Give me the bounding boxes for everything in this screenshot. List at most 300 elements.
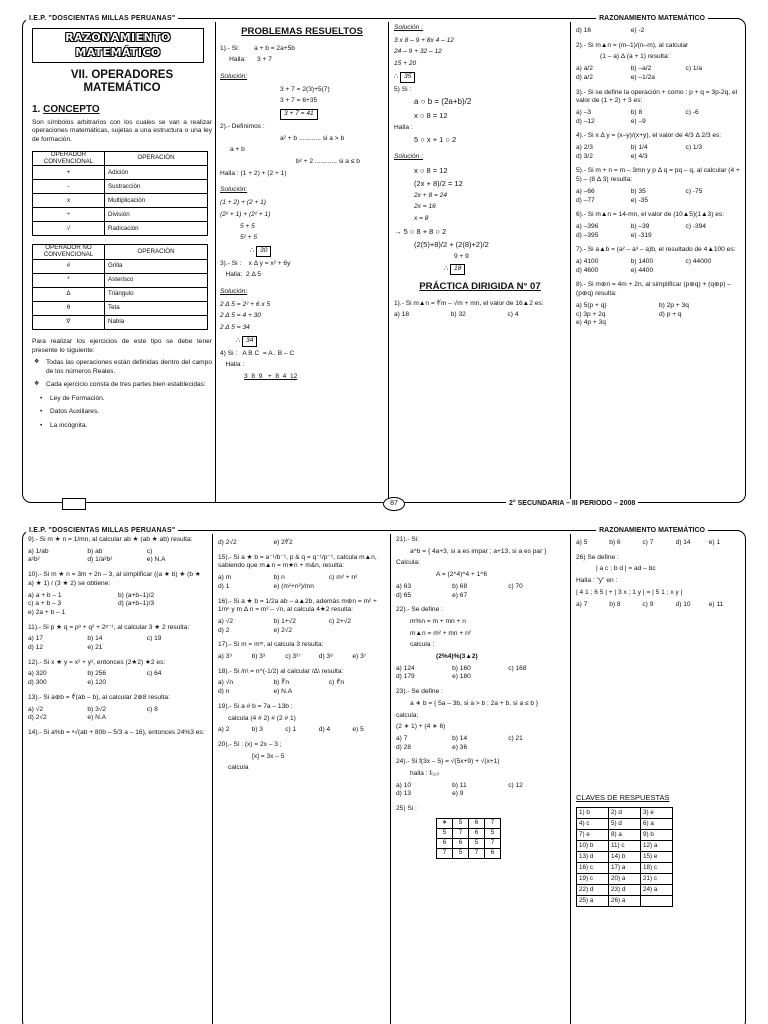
option: c) 7 [642, 539, 654, 546]
option: a) √2 [218, 617, 233, 625]
column-divider [570, 22, 571, 502]
operator-symbol: * [33, 274, 105, 288]
table-cell: 5 [469, 838, 485, 848]
option: c) 19 [146, 635, 162, 643]
answer-key-cell: 17) a [609, 863, 641, 874]
answer-key-cell: 9) b [641, 830, 673, 841]
answer-key-cell: 23) d [609, 885, 641, 896]
table-header: OPERACIÓN [105, 151, 208, 166]
option: d) 1/a²b² [87, 556, 113, 564]
exercise-statement: 20).- Si : (x) = 2x – 3 ; [218, 740, 282, 748]
answer-key-cell: 1) b [577, 808, 609, 819]
answer-key-title: CLAVES DE RESPUESTAS [576, 793, 670, 803]
subject-header: RAZONAMIENTO MATEMÁTICO [596, 526, 708, 535]
answer-options [576, 144, 742, 161]
answer-key-cell: 4) c [577, 819, 609, 830]
operator-symbol: Δ [33, 288, 105, 302]
answer-options [28, 670, 208, 687]
option: b) 1/4 [630, 144, 648, 152]
option: c) 8 [146, 705, 158, 713]
option: a) 2 [218, 726, 230, 734]
answer-options [218, 679, 386, 696]
exercise-statement: (1 – a) Δ (a + 1) resulta: [600, 53, 670, 61]
solution-step: x ○ 8 = 12 [414, 165, 448, 175]
section-title: PROBLEMAS RESUELTOS [241, 26, 363, 37]
table-cell: 6 [469, 828, 485, 838]
option: c) m² + n² [328, 574, 358, 582]
option: e) N.A [273, 688, 293, 696]
answer-key-cell: 5) d [609, 819, 641, 830]
solution-label: Solución : [394, 24, 423, 31]
operator-symbol: ∇ [33, 316, 105, 330]
option: a) a/2 [576, 65, 593, 73]
table-cell: 7 [485, 838, 501, 848]
option: d) 2 [218, 626, 230, 634]
answer-key-cell: 13) d [577, 852, 609, 863]
option: b) n [273, 574, 285, 582]
exercise-statement: 12).- Si x ★ y = x² + y², entonces (2★2) ★2 es: [28, 658, 166, 666]
solution-step: 2 Δ 5 = 4 + 30 [220, 312, 261, 320]
subject-logo: RAZONAMIENTO MATEMÁTICO [32, 28, 204, 63]
column-3 [396, 536, 566, 1022]
option: d) p + q [659, 310, 682, 318]
option: a) 10 [396, 781, 412, 789]
answer-options [218, 574, 386, 591]
exercise-statement: A = (2^4)^4 + 1^6 [436, 571, 488, 579]
option: e) 120 [87, 679, 107, 687]
solution-step: 5 + 5 [240, 222, 255, 230]
table-row [33, 166, 208, 180]
exercise-statement: | a c ; b d | = ad – bc [596, 565, 656, 573]
table-cell: 5 [453, 818, 469, 828]
option: b) ∛n [273, 679, 290, 687]
exercise-statement: calcula : [410, 641, 435, 649]
option: d) 3/2 [576, 152, 593, 160]
option: b) 160 [452, 664, 471, 672]
option: d) 4600 [576, 266, 599, 274]
option: b) 14 [87, 635, 103, 643]
problem-statement: a + b [230, 146, 245, 154]
table-header: OPERACIÓN [105, 245, 208, 260]
solution-step: → 5 ○ 8 + 8 ○ 2 [394, 226, 447, 236]
problem-statement: a ○ b = (2a+b)/2 [414, 97, 472, 107]
option: e) 5 [352, 726, 364, 734]
option: c) 3²⁷ [285, 653, 301, 661]
option: a) 5(p + q) [576, 301, 607, 309]
option: e) 2√2 [273, 626, 293, 634]
answer-options [28, 592, 208, 618]
exercise-statement: 2).- Si m▲n = (m–1)/(n–m), al calcular [576, 41, 689, 49]
table-cell: 6 [453, 838, 469, 848]
exercise-statement: calcula (4 # 2) # (2 # 1) [228, 714, 296, 722]
option: e) 4400 [630, 266, 654, 274]
exercise-statement: Halla : "y" en : [576, 577, 618, 585]
operator-symbol: x [33, 194, 105, 208]
option: d) 16 [576, 27, 592, 34]
option: b) 14 [452, 734, 468, 742]
section-number: 1. [32, 104, 41, 116]
operation-table [436, 818, 501, 859]
list-item: • Ley de Formación. [32, 395, 212, 404]
option: a) 63 [396, 582, 412, 590]
answer-options [576, 539, 742, 548]
subject-header: RAZONAMIENTO MATEMÁTICO [596, 14, 708, 23]
option: d) 12 [28, 644, 44, 652]
option: a) –66 [576, 187, 595, 195]
option: d) 179 [396, 673, 415, 681]
option: d) 3⁸ [318, 653, 333, 661]
option: a) 124 [396, 664, 415, 672]
column-divider [388, 22, 389, 502]
option: a) m [218, 574, 232, 582]
option: b) 256 [87, 670, 107, 678]
solution-step: 2x = 16 [414, 203, 436, 211]
answer-options [576, 223, 742, 240]
answer-options [576, 601, 742, 610]
table-cell: 7 [469, 848, 485, 858]
exercise-statement: 26) Se define : [576, 553, 619, 561]
option: e) 4/3 [630, 152, 648, 160]
answer-box: 30 [256, 246, 271, 257]
option: b) 6 [609, 539, 621, 546]
school-header: I.E.P. "DOSCIENTAS MILLAS PERUANAS" [26, 526, 178, 535]
column-4 [576, 24, 742, 494]
option: c) 2+√2 [328, 617, 352, 625]
option: e) 3⁷ [352, 653, 367, 661]
exercise-statement: 21).- Si: [396, 536, 420, 543]
problem-statement: x ○ 8 = 12 [414, 110, 448, 120]
option: c) 1/3 [685, 144, 703, 152]
operation-name: Asterisco [105, 274, 208, 288]
exercise-statement: 14).- Si a%b = ᵃ√(ab + 80b – 5/3 a – 16), entonces 24%3 es: [28, 728, 205, 736]
solution-step: (2x + 8)/2 = 12 [414, 178, 463, 188]
operator-symbol: θ [33, 302, 105, 316]
answer-options [396, 735, 566, 752]
solution-label: Solución: [220, 73, 248, 81]
answer-box: 35 [400, 72, 415, 83]
option: e) –9 [630, 117, 646, 125]
answer-key-cell: 2) d [609, 808, 641, 819]
option: c) -394 [685, 222, 707, 230]
operation-name: Sustracción [105, 180, 208, 194]
exercise-statement: 18).- Si /n\ = n^(-1/2) al calcular /Δ\ resulta: [218, 667, 344, 675]
solution-label: Solución : [394, 153, 423, 161]
option: a²b² [28, 556, 40, 564]
column-divider [212, 534, 213, 1024]
option: e) 21 [87, 644, 103, 652]
option: d) –395 [576, 231, 599, 239]
table-cell: ∗ [437, 818, 453, 828]
problem-statement: 4) Si : A B C = A . B – C [220, 349, 295, 357]
option: a) 320 [28, 670, 47, 678]
solution-step: 3 + 7 = 2(3)+5(7) [280, 85, 330, 93]
option: b) 3³ [251, 653, 266, 661]
list-item: • Datos Auxiliares. [32, 408, 212, 417]
problem-statement: 5) Si : [394, 85, 412, 93]
table-row [33, 288, 208, 302]
option: e) –1/2a [630, 73, 655, 81]
problem-statement: 5 ○ x + 1 ○ 2 [414, 135, 457, 145]
exercise-statement: [x] = 3x – 5 [252, 752, 285, 760]
option: c) 4 [507, 311, 519, 319]
note-text: Para realizar los ejercicios de este tipo se debe tener presente lo siguiente: [32, 338, 212, 354]
table-row [33, 222, 208, 236]
column-2: PROBLEMAS RESUELTOS 1).- Si: a + b = 2a+5b Halla: 3 + 7 Solución: 3 + 7 = 2(3)+5(7) 3 + 7 = 6+35 3 + 7 = 41 2).- Definimos : a² + b ............ si a > b a + b b² + 2 ............ si a ≤ b Halla : (1 + 2) + (2 + 1) Solución: (1 + 2) + (2 + 1) (2² + 1) + (2² + 1) 5 + 5 5² + 5 ∴ 30 3).- Si : x Δ y = x² + 6y Halla: 2 Δ 5 Solución: 2 Δ 5 = 2² + 6 x 5 2 Δ 5 = 4 + 30 2 Δ 5 = 34 ∴ 34 4) Si : A B C = A . B – C Halla : 3 8 9 + 8 4 12 [220, 24, 384, 494]
solution-step: 3 + 7 = 6+35 [280, 97, 318, 105]
option: c) 168 [508, 664, 527, 672]
table-row [33, 194, 208, 208]
option: d) 28 [396, 743, 412, 751]
answer-key-cell: 3) e [641, 808, 673, 819]
answer-key-cell: 8) a [609, 830, 641, 841]
option: d) (a+b–1)/3 [118, 600, 155, 608]
column-4 [576, 536, 742, 1022]
option: c) 1 [285, 726, 297, 734]
operation-name: Multiplicación [105, 194, 208, 208]
section-heading [32, 103, 212, 116]
answer-key-cell: 18) c [641, 863, 673, 874]
exercise-statement: 1).- Si m▲n = ∜m – √m + mn, el valor de 16▲2 es: [394, 299, 544, 307]
operator-symbol: + [33, 166, 105, 180]
table-cell: 5 [485, 828, 501, 838]
exercise-statement: halla : f₍₁₀₎ [410, 770, 440, 778]
exercise-statement: 24).- Si f(3x – 5) = √(5x+9) + √(x+1) [396, 758, 500, 766]
option: a) 17 [28, 635, 44, 643]
chapter-title: VII. OPERADORES MATEMÁTICO [70, 69, 174, 95]
option: c) 9 [642, 600, 654, 608]
option: e) 2a + b – 1 [28, 608, 66, 616]
exercise-statement: a ∗ b = { 5a – 3b, si a > b ; 2a + b, si a ≤ b } [410, 699, 539, 707]
option: a) 4100 [576, 258, 599, 266]
answer-options [218, 539, 386, 548]
column-divider [215, 22, 216, 502]
solution-step: (2² + 1) + (2² + 1) [220, 210, 271, 218]
option: e) N.A [146, 556, 166, 564]
operation-name: Teta [105, 302, 208, 316]
exercise-statement: 23).- Se define : [396, 688, 443, 696]
option: b) 2p + 3q [659, 301, 689, 309]
solution-step: (1 + 2) + (2 + 1) [220, 199, 266, 207]
answer-box: 3 + 7 = 41 [280, 109, 318, 120]
option: a) √n [218, 679, 233, 687]
option: e) -319 [630, 231, 652, 239]
answer-key-cell: 12) a [641, 841, 673, 852]
operation-name: División [105, 208, 208, 222]
solution-step: x = 8 [414, 215, 429, 223]
option: b) 8 [630, 108, 643, 116]
problem-statement: b² + 2 ............ si a ≤ b [296, 157, 360, 165]
option: d) 65 [396, 591, 412, 599]
problem-statement: a² + b ............ si a > b [280, 134, 345, 142]
option: d) n [218, 688, 230, 696]
option: b) 11 [452, 781, 467, 789]
answer-key-cell: 26) a [609, 896, 641, 907]
option: d) –12 [576, 117, 595, 125]
option: a) –396 [576, 222, 599, 230]
exercise-statement: (2%4)%(3▲2) [436, 653, 478, 661]
table-header: OPERADOR NO CONVENCIONAL [33, 245, 105, 260]
table-cell: 7 [485, 818, 501, 828]
table-cell: 7 [453, 828, 469, 838]
option: d) 10 [675, 600, 691, 608]
option: c) 12 [508, 781, 523, 789]
exercise-statement: Calcula: [396, 559, 420, 567]
option: c) 1/a [685, 65, 703, 73]
table-row [33, 316, 208, 330]
exercise-statement: a^b = { 4a+3, si a es impar ; a+13, si a es par } [410, 547, 547, 555]
practice-title: PRÁCTICA DIRIGIDA N° 07 [419, 281, 541, 293]
column-2 [218, 536, 386, 1022]
option: e) 9 [452, 790, 464, 798]
exercise-statement: 16).- Si a ★ b = 1/2a ab – a▲2b, además m⊕n = m² + 1/nⁿ y m Δ n = m² – √n, al calcula 4★2 resulta: [218, 597, 377, 614]
page-88 [0, 512, 768, 1024]
exercise-statement: m▲n = m² + mn + n² [410, 629, 471, 637]
table-cell: 5 [437, 828, 453, 838]
option: b) –a/2 [630, 65, 652, 73]
solution-step: 15 + 20 [394, 60, 417, 68]
option: d) 300 [28, 679, 47, 687]
answer-key-cell: 20) a [609, 874, 641, 885]
option: b) 35 [630, 187, 646, 195]
option: e) 2∜2 [273, 539, 293, 546]
option: b) –39 [630, 222, 650, 230]
option: c) a + b – 3 [28, 600, 62, 608]
operation-name: Adición [105, 166, 208, 180]
school-header: I.E.P. "DOSCIENTAS MILLAS PERUANAS" [26, 14, 178, 23]
exercise-statement: 22).- Se define : [396, 606, 443, 614]
answer-options [396, 782, 566, 799]
option: a) 3⁹ [218, 653, 233, 661]
solution-label: Solución: [220, 186, 248, 194]
column-divider [570, 534, 571, 1024]
answer-options [218, 726, 386, 735]
answer-box: 18 [450, 264, 465, 275]
answer-key-cell: 11) c [609, 841, 641, 852]
table-cell: 6 [485, 848, 501, 858]
answer-key-cell: 19) c [577, 874, 609, 885]
section-title: CONCEPTO [43, 104, 100, 116]
option: a) –3 [576, 108, 592, 116]
option: d) 14 [675, 539, 691, 546]
exercise-statement: 9).- Si m ★ n = 1/mn, al calcular ab ★ (ab ★ ab) resulta: [28, 536, 193, 543]
exercise-statement: 10).- Si m ★ n = 3m + 2n – 3, al simplificar ((a ★ b) ★ (b ★ a) ★ 1) / (3 ★ 2) se obtiene: [28, 571, 201, 587]
bullet-item: ❖ Todas las operaciones están definidas dentro del campo de los números Reales. [32, 359, 212, 376]
option: d) –77 [576, 196, 595, 204]
option: e) -2 [630, 27, 645, 34]
answer-options [394, 311, 566, 320]
answer-key-cell: 25) a [577, 896, 609, 907]
exercise-statement: 11).- Si p ★ q = p³ + q² + 2ᵖ⁻¹, al calcular 3 ★ 2 resulta: [28, 623, 190, 631]
solution-step: 3 x 8 – 9 + 8x 4 – 12 [394, 36, 454, 44]
option: a) 18 [394, 311, 410, 319]
option: a) 1/ab [28, 547, 49, 555]
solution-step: 2x + 8 = 24 [414, 191, 447, 199]
answer-key-table [576, 807, 673, 907]
exercise-statement: calcula [228, 764, 249, 772]
option: a) 2/3 [576, 144, 593, 152]
option: e) 67 [452, 591, 468, 599]
solution-step: 9 + 9 [454, 252, 469, 260]
problem-statement: Halla: 3 + 7 [220, 56, 272, 64]
operator-symbol: # [33, 260, 105, 274]
option: b) 32 [450, 311, 466, 319]
option: c) [146, 547, 153, 555]
solution-step: 24 – 9 + 32 – 12 [394, 48, 442, 56]
option: d) 4 [318, 726, 331, 734]
option: e) 11 [708, 600, 724, 608]
exercise-statement: (2 ∗ 1) + (4 ∗ 6) [396, 723, 446, 731]
option: e) (m²+n²)/mn [273, 582, 314, 590]
table-row [33, 302, 208, 316]
exercise-statement: 5).- Si m + n = m – 3mn y p Δ q = pq – q, al calcular (4 + 5) – (8 Δ 3) resulta: [576, 167, 740, 184]
operation-name: Triángulo [105, 288, 208, 302]
answer-options [576, 109, 742, 126]
answer-options [28, 548, 208, 565]
problem-statement: 1).- Si: a + b = 2a+5b [220, 44, 295, 52]
option: e) -35 [630, 196, 648, 204]
exercise-statement: 8).- Si m⊕n = 4m + 2n, al simplificar (p⊕q) + (q⊕p) – (p⊕q) resulta: [576, 281, 731, 298]
problem-statement: Halla : [394, 123, 413, 131]
option: a) √2 [28, 705, 43, 713]
page-number: 87 [383, 497, 405, 511]
operation-name: Nabla [105, 316, 208, 330]
table-row [33, 274, 208, 288]
solution-step: (2(5)+8)/2 + (2(8)+2)/2 [414, 239, 489, 249]
answer-key-cell: 7) e [577, 830, 609, 841]
option: c) -75 [685, 187, 703, 195]
problem-statement: Halla: 2 Δ 5 [220, 271, 262, 279]
option: a) a + b – 1 [28, 591, 62, 599]
option: d) 13 [396, 790, 412, 798]
list-item: • La incógnita. [32, 422, 212, 431]
answer-key-cell [641, 896, 673, 907]
table-cell: 5 [453, 848, 469, 858]
option: c) 64 [146, 670, 162, 678]
conventional-operators-table [32, 151, 208, 237]
option: c) ∜n [328, 679, 345, 687]
option: a) 5 [576, 539, 588, 546]
option: d) 1 [218, 582, 230, 590]
option: a) 7 [576, 600, 588, 608]
option: b) (a+b–1)/2 [118, 591, 155, 599]
exercise-statement: 4).- Si x Δ y = (x–y)/(x+y), el valor de 4/3 Δ 2/3 es: [576, 132, 722, 140]
option: c) 3p + 2q [576, 310, 606, 318]
option: c) 44000 [685, 258, 712, 266]
problem-statement: Halla : (1 + 2) + (2 + 1) [220, 169, 287, 177]
option: d) a/2 [576, 73, 593, 81]
operator-symbol: √ [33, 222, 105, 236]
exercise-statement: 7).- Si a▲b = (a² – a³ – a)b, el resultado de 4▲100 es: [576, 246, 736, 254]
option: a) 7 [396, 734, 408, 742]
operation-name: Grilla [105, 260, 208, 274]
column-1 [28, 536, 208, 1022]
solution-label: Solución: [220, 288, 248, 296]
exercise-statement: calcula: [396, 711, 419, 719]
operator-symbol: - [33, 180, 105, 194]
footer-box [62, 498, 86, 510]
answer-key-cell: 14) b [609, 852, 641, 863]
exercise-statement: 17).- Si m = mᵐ, al calcula 3 resulta: [218, 641, 324, 649]
answer-key-cell: 21) c [641, 874, 673, 885]
answer-options [576, 27, 742, 36]
solution-step: 2 Δ 5 = 34 [220, 324, 250, 332]
option: e) N.A [87, 714, 107, 722]
answer-key-cell: 10) b [577, 841, 609, 852]
answer-key-cell: 6) a [641, 819, 673, 830]
answer-options [576, 188, 742, 205]
non-conventional-operators-table [32, 244, 208, 330]
spacer [576, 615, 742, 785]
